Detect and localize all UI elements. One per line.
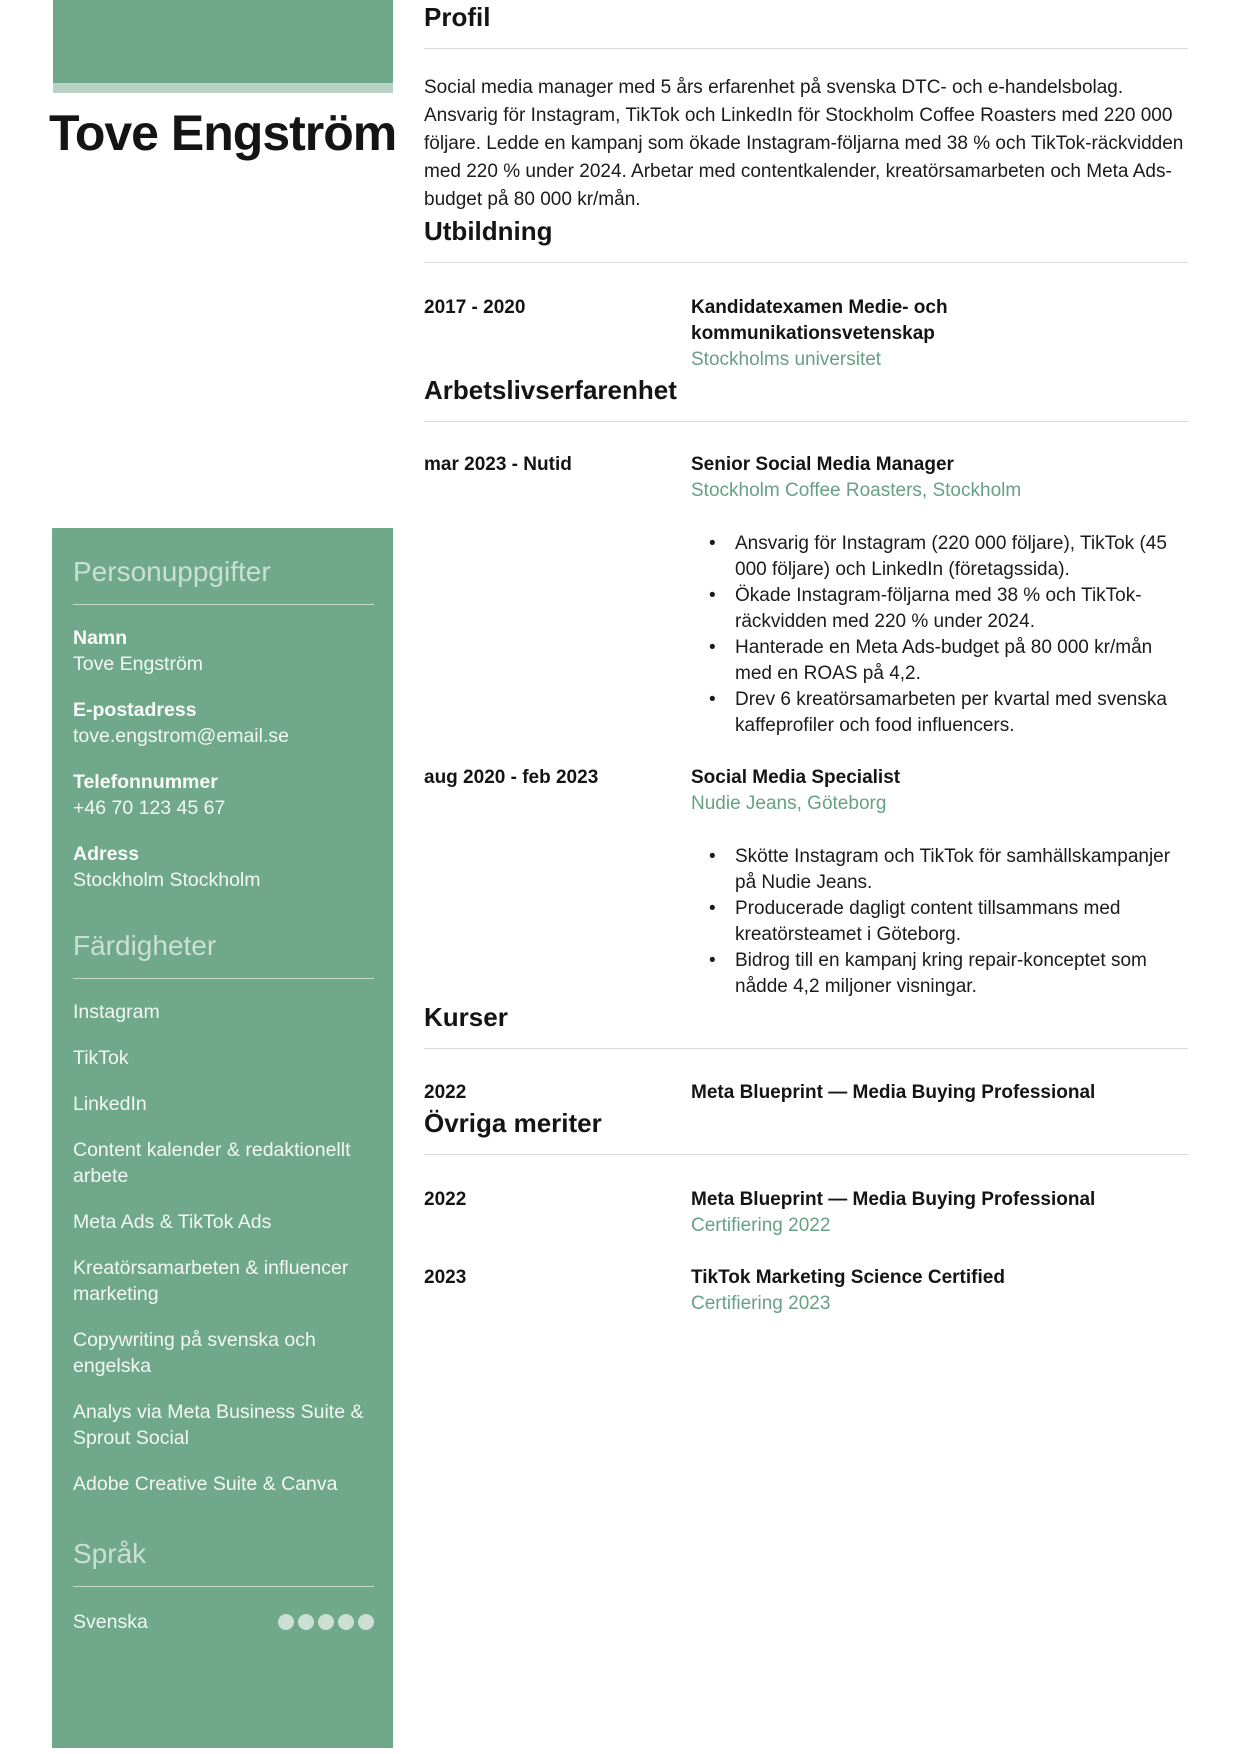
section-heading-education: Utbildning: [424, 216, 553, 246]
entry-title: Meta Blueprint — Media Buying Professional: [691, 1082, 1096, 1103]
page-title: Tove Engström: [49, 105, 397, 161]
section-heading-experience: Arbetslivserfarenhet: [424, 375, 677, 405]
experience-entry: [424, 765, 1188, 1000]
entry-title: Kandidatexamen Medie- och kommunikationsvetenskap: [691, 297, 948, 344]
entry-title: TikTok Marketing Science Certified: [691, 1267, 1005, 1288]
entry-period: 2022: [424, 1082, 467, 1103]
skill-item: LinkedIn: [73, 1093, 147, 1115]
sidebar-heading-skills: Färdigheter: [73, 930, 217, 961]
field-label: E-postadress: [73, 699, 197, 721]
entry-period: 2022: [424, 1189, 467, 1210]
entry-organization: Stockholm Coffee Roasters, Stockholm: [691, 480, 1022, 501]
sidebar-heading-languages: Språk: [73, 1538, 147, 1569]
sidebar-divider: [73, 978, 374, 979]
entry-period: 2017 - 2020: [424, 297, 526, 318]
field-value: +46 70 123 45 67: [73, 797, 226, 819]
language-level-dot: [278, 1614, 294, 1630]
education-entry: [424, 295, 1188, 373]
entry-organization: Nudie Jeans, Göteborg: [691, 793, 887, 814]
sidebar-heading-personal: Personuppgifter: [73, 556, 271, 587]
entry-subtitle: Certifiering 2023: [691, 1293, 831, 1314]
field-value: Tove Engström: [73, 653, 204, 675]
skill-item: Analys via Meta Business Suite & Sprout Social: [73, 1401, 364, 1449]
skill-item: Meta Ads & TikTok Ads: [73, 1211, 272, 1233]
header-banner-strip: [53, 83, 393, 93]
section-divider: [424, 1154, 1188, 1155]
entry-bullet-list: [691, 531, 1188, 739]
skill-item: Instagram: [73, 1001, 160, 1023]
language-level-indicator: [278, 1614, 374, 1630]
sidebar-divider: [73, 1586, 374, 1587]
field-label: Adress: [73, 843, 140, 865]
bullet-item: • Skötte Instagram och TikTok för samhällskampanjer på Nudie Jeans.: [735, 844, 1188, 896]
field-value: Stockholm Stockholm: [73, 869, 261, 891]
personal-field-address: [73, 841, 374, 893]
section-divider: [424, 1048, 1188, 1049]
section-divider: [424, 48, 1188, 49]
entry-period: aug 2020 - feb 2023: [424, 767, 599, 788]
entry-period: 2023: [424, 1267, 467, 1288]
merit-entry: [424, 1187, 1188, 1239]
language-level-dot: [338, 1614, 354, 1630]
field-label: Namn: [73, 627, 128, 649]
bullet-item: • Drev 6 kreatörsamarbeten per kvartal med svenska kaffeprofiler och food influencers.: [735, 687, 1188, 739]
bullet-item: • Hanterade en Meta Ads-budget på 80 000 kr/mån med en ROAS på 4,2.: [735, 635, 1188, 687]
personal-field-email: [73, 697, 374, 749]
profile-summary: Social media manager med 5 års erfarenhet på svenska DTC- och e-handelsbolag. Ansvarig för Instagram, TikTok och LinkedIn för Stockholm Coffee Roasters med 220 000 följare. Ledde en kampanj som ökade Instagram-följarna med 38 % och TikTok-räckvidden med 220 % under 2024. Arbetar med contentkalender, kreatörsamarbeten och Meta Ads-budget på 80 000 kr/mån.: [424, 77, 1184, 210]
personal-field-name: [73, 625, 374, 677]
field-value: tove.engstrom@email.se: [73, 725, 289, 747]
skills-list: [73, 999, 374, 1497]
skill-item: TikTok: [73, 1047, 129, 1069]
skill-item: Content kalender & redaktionellt arbete: [73, 1139, 351, 1187]
sidebar: [52, 528, 393, 1748]
entry-organization: Stockholms universitet: [691, 349, 882, 370]
bullet-item: • Bidrog till en kampanj kring repair-konceptet som nådde 4,2 miljoner visningar.: [735, 948, 1188, 1000]
section-heading-courses: Kurser: [424, 1002, 508, 1032]
language-level-dot: [318, 1614, 334, 1630]
main-column: [424, 0, 1188, 1317]
merit-entry: [424, 1265, 1188, 1317]
entry-period: mar 2023 - Nutid: [424, 454, 572, 475]
language-name: Svenska: [73, 1611, 148, 1633]
entry-subtitle: Certifiering 2022: [691, 1215, 831, 1236]
language-level-dot: [358, 1614, 374, 1630]
language-level-dot: [298, 1614, 314, 1630]
skill-item: Kreatörsamarbeten & influencer marketing: [73, 1257, 349, 1305]
bullet-item: • Ansvarig för Instagram (220 000 följare), TikTok (45 000 följare) och LinkedIn (företagssida).: [735, 531, 1188, 583]
header-banner: [53, 0, 393, 83]
section-divider: [424, 421, 1188, 422]
entry-title: Senior Social Media Manager: [691, 454, 954, 475]
section-divider: [424, 262, 1188, 263]
course-entry: [424, 1080, 1188, 1106]
skill-item: Copywriting på svenska och engelska: [73, 1329, 316, 1377]
skill-item: Adobe Creative Suite & Canva: [73, 1473, 338, 1495]
field-label: Telefonnummer: [73, 771, 218, 793]
entry-title: Social Media Specialist: [691, 767, 901, 788]
section-heading-profile: Profil: [424, 2, 491, 32]
bullet-item: • Ökade Instagram-följarna med 38 % och TikTok-räckvidden med 220 % under 2024.: [735, 583, 1188, 635]
sidebar-divider: [73, 604, 374, 605]
bullet-item: • Producerade dagligt content tillsammans med kreatörsteamet i Göteborg.: [735, 896, 1188, 948]
entry-bullet-list: [691, 844, 1188, 1000]
personal-field-phone: [73, 769, 374, 821]
language-row: [73, 1609, 374, 1635]
entry-title: Meta Blueprint — Media Buying Professional: [691, 1189, 1096, 1210]
experience-entry: [424, 452, 1188, 739]
section-heading-other-merits: Övriga meriter: [424, 1108, 602, 1138]
